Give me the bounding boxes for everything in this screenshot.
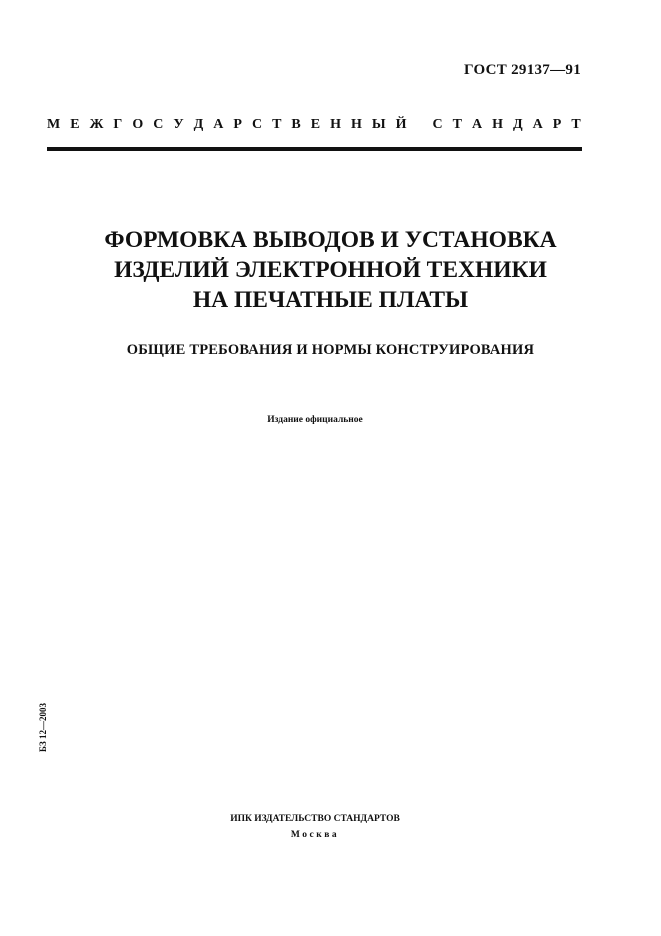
standard-type-letter: Р xyxy=(233,117,242,132)
standard-type-letter: Н xyxy=(492,117,504,132)
standard-type-letter: Т xyxy=(272,117,282,132)
side-code: БЗ 12—2003 xyxy=(38,703,48,752)
standard-type-letter: Ы xyxy=(371,117,386,132)
standard-type-letter: Н xyxy=(330,117,341,132)
standard-type-letter: Т xyxy=(571,117,581,132)
publisher-name: ИПК ИЗДАТЕЛЬСТВО СТАНДАРТОВ xyxy=(230,814,400,824)
standard-type-letter: С xyxy=(153,117,164,132)
standard-type-letter: О xyxy=(132,117,144,132)
standard-type-letter: Г xyxy=(113,117,123,132)
document-title xyxy=(0,225,661,315)
standard-type-letter: Д xyxy=(513,117,523,132)
standard-type-letter: Н xyxy=(351,117,362,132)
standard-type-heading xyxy=(47,117,581,133)
title-line-1: ФОРМОВКА ВЫВОДОВ И УСТАНОВКА xyxy=(104,227,557,253)
document-subtitle: ОБЩИЕ ТРЕБОВАНИЯ И НОРМЫ КОНСТРУИРОВАНИЯ xyxy=(126,342,535,358)
publisher-city: Москва xyxy=(290,830,340,840)
standard-type-letter: Р xyxy=(552,117,562,132)
standard-type-letter: А xyxy=(532,117,543,132)
standard-type-letter: М xyxy=(47,117,61,132)
header-divider xyxy=(47,147,582,151)
gost-number: ГОСТ 29137—91 xyxy=(463,62,581,78)
standard-type-letter: Д xyxy=(193,117,204,132)
standard-type-letter: Ж xyxy=(89,117,104,132)
title-line-3: НА ПЕЧАТНЫЕ ПЛАТЫ xyxy=(192,287,469,313)
standard-type-letter: У xyxy=(173,117,184,132)
standard-type-letter: Т xyxy=(452,117,462,132)
standard-type-letter xyxy=(417,117,423,133)
standard-type-letter: Е xyxy=(310,117,321,132)
standard-type-letter: В xyxy=(291,117,301,132)
standard-type-letter: А xyxy=(213,117,224,132)
title-line-2: ИЗДЕЛИЙ ЭЛЕКТРОННОЙ ТЕХНИКИ xyxy=(114,257,547,283)
standard-type-letter: Е xyxy=(70,117,80,132)
standard-type-letter: С xyxy=(432,117,443,132)
standard-type-letter: А xyxy=(472,117,483,132)
standard-type-letter: С xyxy=(251,117,263,132)
standard-type-letter: Й xyxy=(395,117,407,132)
edition-note: Издание официальное xyxy=(267,415,363,425)
